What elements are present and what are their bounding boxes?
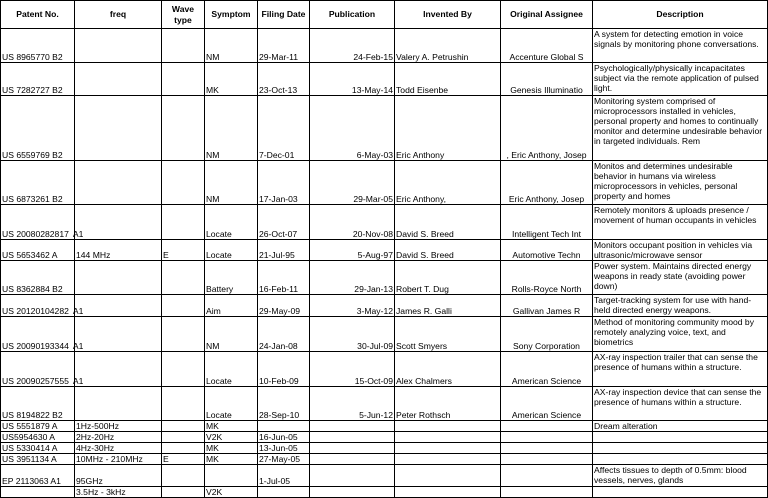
cell-patent-no [1, 432, 75, 443]
cell-original-assignee: Sony Corporation [501, 317, 593, 352]
cell-wave-type [162, 352, 205, 387]
cell-freq [75, 29, 162, 63]
cell-patent-no [1, 487, 75, 498]
cell-publication: 24-Feb-15 [310, 29, 395, 63]
cell-description: Power system. Maintains directed energy weapons in ready state (avoiding power down) [593, 261, 768, 295]
cell-wave-type [162, 261, 205, 295]
cell-wave-type [162, 295, 205, 317]
cell-wave-type [162, 432, 205, 443]
patent-suffix: A1 [72, 376, 84, 386]
cell-description: Monitos and determines undesirable behavior in humans via wireless microprocessors in vehicles, personal property and homes [593, 161, 768, 205]
cell-patent-no [1, 317, 84, 352]
cell-original-assignee: American Science [501, 352, 593, 387]
table-row [1, 487, 768, 498]
patent-number: US 6873261 B2 [2, 194, 63, 204]
cell-publication [310, 487, 395, 498]
header-freq: freq [75, 1, 162, 29]
patent-number: US 20120104282 [2, 306, 69, 316]
cell-publication [310, 432, 395, 443]
cell-filing-date: 26-Oct-07 [258, 205, 310, 240]
cell-symptom: MK [205, 421, 258, 432]
cell-patent-no [1, 29, 75, 63]
cell-filing-date: 16-Jun-05 [258, 432, 310, 443]
cell-wave-type [162, 387, 205, 421]
cell-filing-date: 13-Jun-05 [258, 443, 310, 454]
cell-symptom: Locate [205, 205, 258, 240]
cell-publication: 13-May-14 [310, 63, 395, 96]
cell-publication: 6-May-03 [310, 96, 395, 161]
cell-symptom: V2K [205, 487, 258, 498]
cell-wave-type [162, 29, 205, 63]
cell-wave-type: E [162, 454, 205, 465]
cell-invented-by [395, 487, 501, 498]
table-row [1, 295, 768, 317]
cell-wave-type [162, 317, 205, 352]
cell-publication: 30-Jul-09 [310, 317, 395, 352]
cell-patent-no [1, 63, 75, 96]
table-row [1, 240, 768, 261]
table-row [1, 205, 768, 240]
patent-number: US5954630 A [2, 432, 56, 442]
cell-description: A system for detecting emotion in voice signals by monitoring phone conversations. [593, 29, 768, 63]
cell-description: Monitoring system comprised of microprocessors installed in vehicles, personal property and homes to continually monitor and determine undesirable behavior in targeted individuals. Rem [593, 96, 768, 161]
cell-filing-date: 29-Mar-11 [258, 29, 310, 63]
cell-wave-type [162, 465, 205, 487]
header-wave-type: Wave type [162, 1, 205, 29]
cell-publication [310, 443, 395, 454]
cell-description [593, 443, 768, 454]
cell-patent-no [1, 96, 75, 161]
cell-symptom: NM [205, 29, 258, 63]
patent-number: US 5330414 A [2, 443, 58, 453]
cell-description: Dream alteration [593, 421, 768, 432]
cell-invented-by: David S. Breed [395, 205, 501, 240]
cell-patent-no [1, 387, 75, 421]
cell-freq [75, 161, 162, 205]
cell-filing-date: 10-Feb-09 [258, 352, 310, 387]
patent-number: US 8362884 B2 [2, 284, 63, 294]
cell-wave-type [162, 96, 205, 161]
patent-number: US 5551879 A [2, 421, 58, 431]
cell-publication: 5-Jun-12 [310, 387, 395, 421]
table-row [1, 421, 768, 432]
cell-original-assignee [501, 443, 593, 454]
cell-publication [310, 421, 395, 432]
cell-patent-no [1, 240, 75, 261]
cell-publication: 15-Oct-09 [310, 352, 395, 387]
table-row [1, 465, 768, 487]
cell-filing-date: 23-Oct-13 [258, 63, 310, 96]
cell-publication: 3-May-12 [310, 295, 395, 317]
table-row [1, 387, 768, 421]
cell-symptom: NM [205, 96, 258, 161]
cell-wave-type [162, 487, 205, 498]
header-invented-by: Invented By [395, 1, 501, 29]
table-body [1, 29, 768, 498]
cell-original-assignee: Rolls-Royce North [501, 261, 593, 295]
cell-original-assignee [501, 421, 593, 432]
cell-invented-by: Alex Chalmers [395, 352, 501, 387]
cell-symptom: Locate [205, 240, 258, 261]
cell-invented-by: Eric Anthony, [395, 161, 501, 205]
cell-freq [72, 317, 162, 352]
cell-description: AX-ray inspection device that can sense the presence of humans within a structure. [593, 387, 768, 421]
cell-invented-by: Todd Eisenbe [395, 63, 501, 96]
cell-description: AX-ray inspection trailer that can sense the presence of humans within a structure. [593, 352, 768, 387]
cell-invented-by [395, 454, 501, 465]
cell-description: Monitors occupant position in vehicles via ultrasonic/microwave sensor [593, 240, 768, 261]
patent-number: US 5653462 A [2, 250, 58, 260]
cell-freq [75, 261, 162, 295]
cell-original-assignee: , Eric Anthony, Josep [501, 96, 593, 161]
cell-invented-by: David S. Breed [395, 240, 501, 261]
cell-symptom: MK [205, 443, 258, 454]
header-row [1, 1, 768, 29]
cell-original-assignee: Intelligent Tech Int [501, 205, 593, 240]
cell-invented-by: Eric Anthony [395, 96, 501, 161]
cell-original-assignee [501, 487, 593, 498]
table-row [1, 432, 768, 443]
table-row [1, 443, 768, 454]
cell-freq: 4Hz-30Hz [75, 443, 162, 454]
cell-original-assignee [501, 432, 593, 443]
cell-publication: 29-Mar-05 [310, 161, 395, 205]
cell-description [593, 454, 768, 465]
cell-filing-date: 17-Jan-03 [258, 161, 310, 205]
cell-patent-no [1, 352, 84, 387]
cell-patent-no [1, 421, 75, 432]
table-row [1, 29, 768, 63]
patent-number: US 6559769 B2 [2, 150, 63, 160]
table-row [1, 352, 768, 387]
cell-original-assignee [501, 454, 593, 465]
table-row [1, 63, 768, 96]
cell-filing-date: 7-Dec-01 [258, 96, 310, 161]
cell-symptom: Aim [205, 295, 258, 317]
cell-symptom: NM [205, 317, 258, 352]
table-row [1, 261, 768, 295]
cell-invented-by: Scott Smyers [395, 317, 501, 352]
cell-symptom: Battery [205, 261, 258, 295]
cell-description: Remotely monitors & uploads presence / movement of human occupants in vehicles [593, 205, 768, 240]
cell-filing-date: 29-May-09 [258, 295, 310, 317]
header-publication: Publication [310, 1, 395, 29]
cell-wave-type [162, 205, 205, 240]
header-description: Description [593, 1, 768, 29]
patent-suffix: A1 [72, 341, 84, 351]
patent-number: US 20080282817 [2, 229, 69, 239]
cell-freq: 144 MHz [75, 240, 162, 261]
table-row [1, 161, 768, 205]
cell-symptom: MK [205, 63, 258, 96]
cell-wave-type: E [162, 240, 205, 261]
cell-freq: 2Hz-20Hz [75, 432, 162, 443]
patent-number: US 8965770 B2 [2, 52, 63, 62]
cell-publication: 29-Jan-13 [310, 261, 395, 295]
cell-patent-no [1, 161, 75, 205]
cell-symptom: Locate [205, 387, 258, 421]
patent-suffix: A1 [72, 229, 84, 239]
cell-filing-date [258, 421, 310, 432]
cell-publication [310, 454, 395, 465]
cell-description [593, 432, 768, 443]
cell-original-assignee: Genesis Illuminatio [501, 63, 593, 96]
header-symptom: Symptom [205, 1, 258, 29]
cell-invented-by: Robert T. Dug [395, 261, 501, 295]
cell-symptom: Locate [205, 352, 258, 387]
patent-suffix: A1 [72, 306, 84, 316]
cell-freq [75, 387, 162, 421]
patent-number: US 3951134 A [2, 454, 57, 464]
header-patent-no: Patent No. [1, 1, 75, 29]
cell-publication: 5-Aug-97 [310, 240, 395, 261]
cell-freq [72, 295, 162, 317]
patent-number: US 8194822 B2 [2, 410, 63, 420]
cell-filing-date [258, 487, 310, 498]
cell-original-assignee: American Science [501, 387, 593, 421]
cell-filing-date: 27-May-05 [258, 454, 310, 465]
cell-description [593, 487, 768, 498]
cell-description: Affects tissues to depth of 0.5mm: blood vessels, nerves, glands [593, 465, 768, 487]
cell-wave-type [162, 443, 205, 454]
cell-patent-no [1, 295, 84, 317]
cell-filing-date: 16-Feb-11 [258, 261, 310, 295]
header-filing-date: Filing Date [258, 1, 310, 29]
cell-original-assignee: Accenture Global S [501, 29, 593, 63]
cell-filing-date: 1-Jul-05 [258, 465, 310, 487]
cell-patent-no [1, 454, 75, 465]
cell-publication [310, 465, 395, 487]
table-row [1, 317, 768, 352]
cell-freq [75, 96, 162, 161]
cell-freq [75, 63, 162, 96]
cell-freq: 3.5Hz - 3kHz [75, 487, 162, 498]
cell-description: Psychologically/physically incapacitates subject via the remote application of pulsed light. [593, 63, 768, 96]
cell-patent-no [1, 261, 75, 295]
cell-publication: 20-Nov-08 [310, 205, 395, 240]
cell-wave-type [162, 421, 205, 432]
cell-invented-by [395, 443, 501, 454]
cell-wave-type [162, 63, 205, 96]
cell-invented-by [395, 432, 501, 443]
cell-symptom: MK [205, 454, 258, 465]
cell-freq: 10MHz - 210MHz [75, 454, 162, 465]
cell-symptom [205, 465, 258, 487]
cell-symptom: V2K [205, 432, 258, 443]
cell-original-assignee: Gallivan James R [501, 295, 593, 317]
patent-number: US 20090193344 [2, 341, 69, 351]
cell-invented-by: Valery A. Petrushin [395, 29, 501, 63]
cell-patent-no [1, 465, 75, 487]
cell-invented-by [395, 465, 501, 487]
cell-original-assignee: Automotive Techn [501, 240, 593, 261]
cell-original-assignee: Eric Anthony, Josep [501, 161, 593, 205]
cell-original-assignee [501, 465, 593, 487]
header-original-assignee: Original Assignee [501, 1, 593, 29]
cell-invented-by [395, 421, 501, 432]
cell-symptom: NM [205, 161, 258, 205]
cell-wave-type [162, 161, 205, 205]
cell-invented-by: James R. Galli [395, 295, 501, 317]
cell-filing-date: 24-Jan-08 [258, 317, 310, 352]
patent-number: EP 2113063 A1 [2, 476, 61, 486]
cell-invented-by: Peter Rothsch [395, 387, 501, 421]
cell-freq: 1Hz-500Hz [75, 421, 162, 432]
patent-number: US 7282727 B2 [2, 85, 63, 95]
cell-description: Method of monitoring community mood by remotely analyzing voice, text, and biometrics [593, 317, 768, 352]
patent-number: US 20090257555 [2, 376, 69, 386]
cell-freq [72, 352, 162, 387]
table-row [1, 96, 768, 161]
cell-filing-date: 21-Jul-95 [258, 240, 310, 261]
cell-filing-date: 28-Sep-10 [258, 387, 310, 421]
cell-patent-no [1, 205, 84, 240]
cell-freq: 95GHz [75, 465, 162, 487]
table-row [1, 454, 768, 465]
cell-freq [72, 205, 162, 240]
cell-patent-no [1, 443, 75, 454]
cell-description: Target-tracking system for use with hand-held directed energy weapons. [593, 295, 768, 317]
